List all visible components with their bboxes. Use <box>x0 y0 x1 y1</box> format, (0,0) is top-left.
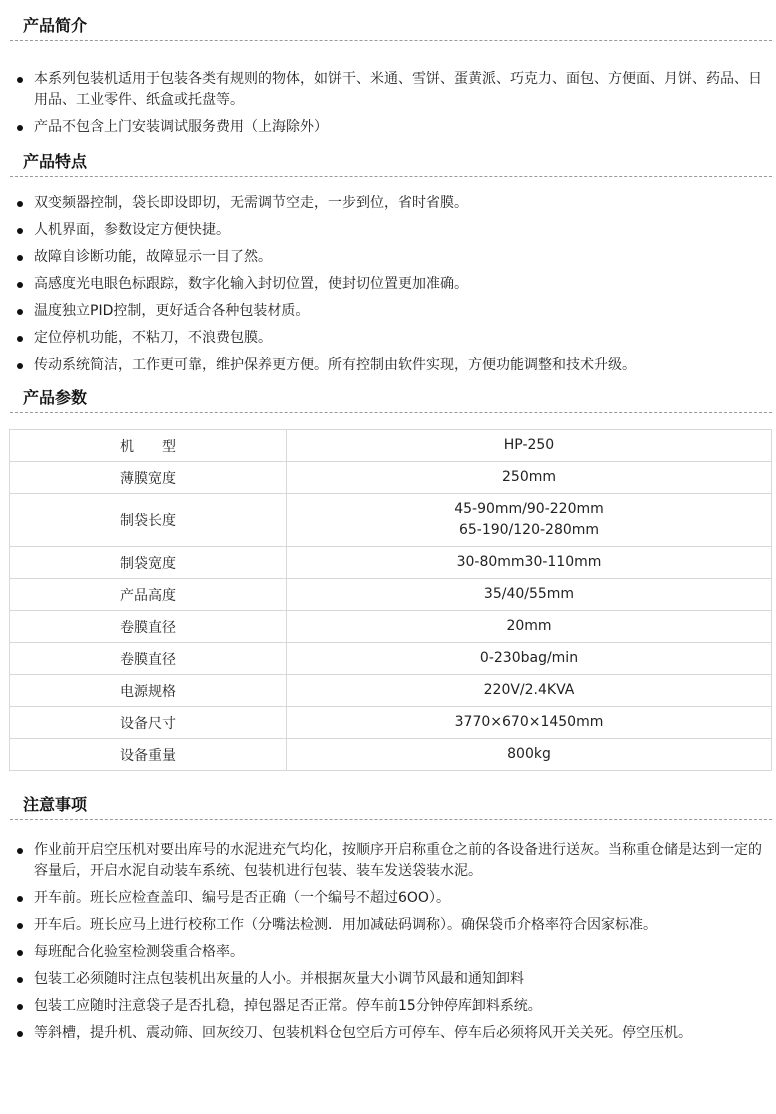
features-section <box>0 144 776 376</box>
note-item: 每班配合化验室检测袋重合格率。 <box>16 942 776 963</box>
intro-item: 本系列包装机适用于包装各类有规则的物体，如饼干、米通、雪饼、蛋黄派、巧克力、面包、方便面、月饼、药品、日用品、工业零件、纸盒或托盘等。 <box>16 69 776 111</box>
param-value: 20mm <box>287 611 772 643</box>
param-key: 电源规格 <box>10 675 287 707</box>
params-table <box>9 429 772 771</box>
intro-title: 产品简介 <box>23 16 88 35</box>
param-value <box>287 494 772 547</box>
param-key: 薄膜宽度 <box>10 462 287 494</box>
param-key: 制袋宽度 <box>10 547 287 579</box>
param-value: 220V/2.4KVA <box>287 675 772 707</box>
notes-section <box>0 771 776 1044</box>
table-row <box>10 675 772 707</box>
feature-item: 双变频器控制，袋长即设即切，无需调节空走，一步到位，省时省膜。 <box>16 193 776 214</box>
param-value: 30-80mm30-110mm <box>287 547 772 579</box>
intro-item: 产品不包含上门安装调试服务费用（上海除外） <box>16 117 776 138</box>
notes-list <box>0 820 776 1044</box>
param-key: 设备重量 <box>10 739 287 771</box>
feature-item: 定位停机功能，不粘刀，不浪费包膜。 <box>16 328 776 349</box>
note-item: 开车后。班长应马上进行校称工作（分嘴法检测．用加减砝码调称）。确保袋币介格率符合因家标准。 <box>16 915 776 936</box>
feature-item: 传动系统简洁，工作更可靠，维护保养更方便。所有控制由软件实现，方便功能调整和技术升级。 <box>16 355 776 376</box>
param-key: 机 型 <box>10 430 287 462</box>
feature-item: 故障自诊断功能，故障显示一目了然。 <box>16 247 776 268</box>
param-key: 卷膜直径 <box>10 611 287 643</box>
table-row <box>10 739 772 771</box>
param-value: 250mm <box>287 462 772 494</box>
param-value-line: 45-90mm/90-220mm <box>454 501 604 517</box>
table-row <box>10 494 772 547</box>
params-section <box>0 382 776 771</box>
table-row <box>10 707 772 739</box>
table-row <box>10 643 772 675</box>
param-value: HP-250 <box>287 430 772 462</box>
note-item: 开车前。班长应检查盖印、编号是否正确（一个编号不超过6OO）。 <box>16 888 776 909</box>
intro-list <box>0 41 776 138</box>
features-list <box>0 177 776 376</box>
features-title: 产品特点 <box>23 152 88 171</box>
note-item: 作业前开启空压机对要出库号的水泥进充气均化，按顺序开启称重仓之前的各设备进行送灰。当称重仓储是达到一定的容量后，开启水泥自动装车系统、包装机进行包装、装车发送袋装水泥。 <box>16 840 776 882</box>
intro-heading <box>10 0 772 41</box>
param-value: 35/40/55mm <box>287 579 772 611</box>
features-heading <box>10 144 772 177</box>
notes-heading <box>10 771 772 820</box>
params-title: 产品参数 <box>23 388 88 407</box>
feature-item: 温度独立PID控制，更好适合各种包装材质。 <box>16 301 776 322</box>
feature-item: 人机界面，参数设定方便快捷。 <box>16 220 776 241</box>
note-item: 包装工应随时注意袋子是否扎稳，掉包器足否正常。停车前15分钟停库卸料系统。 <box>16 996 776 1017</box>
table-row <box>10 547 772 579</box>
param-value-line: 65-190/120-280mm <box>458 522 600 538</box>
param-key: 制袋长度 <box>10 494 287 547</box>
param-value: 800kg <box>287 739 772 771</box>
table-row <box>10 430 772 462</box>
table-row <box>10 611 772 643</box>
param-value: 3770×670×1450mm <box>287 707 772 739</box>
params-heading <box>10 382 772 413</box>
intro-section <box>0 0 776 138</box>
note-item: 等斜槽，提升机、震动筛、回灰绞刀、包装机料仓包空后方可停车、停车后必须将风开关关死。停空压机。 <box>16 1023 776 1044</box>
feature-item: 高感度光电眼色标跟踪，数字化输入封切位置，使封切位置更加准确。 <box>16 274 776 295</box>
param-key: 卷膜直径 <box>10 643 287 675</box>
param-key: 设备尺寸 <box>10 707 287 739</box>
param-key: 产品高度 <box>10 579 287 611</box>
param-value: 0-230bag/min <box>287 643 772 675</box>
note-item: 包装工必须随时注点包装机出灰量的人小。并根据灰量大小调节风最和通知卸料 <box>16 969 776 990</box>
notes-title: 注意事项 <box>23 795 88 814</box>
table-row <box>10 579 772 611</box>
table-row <box>10 462 772 494</box>
